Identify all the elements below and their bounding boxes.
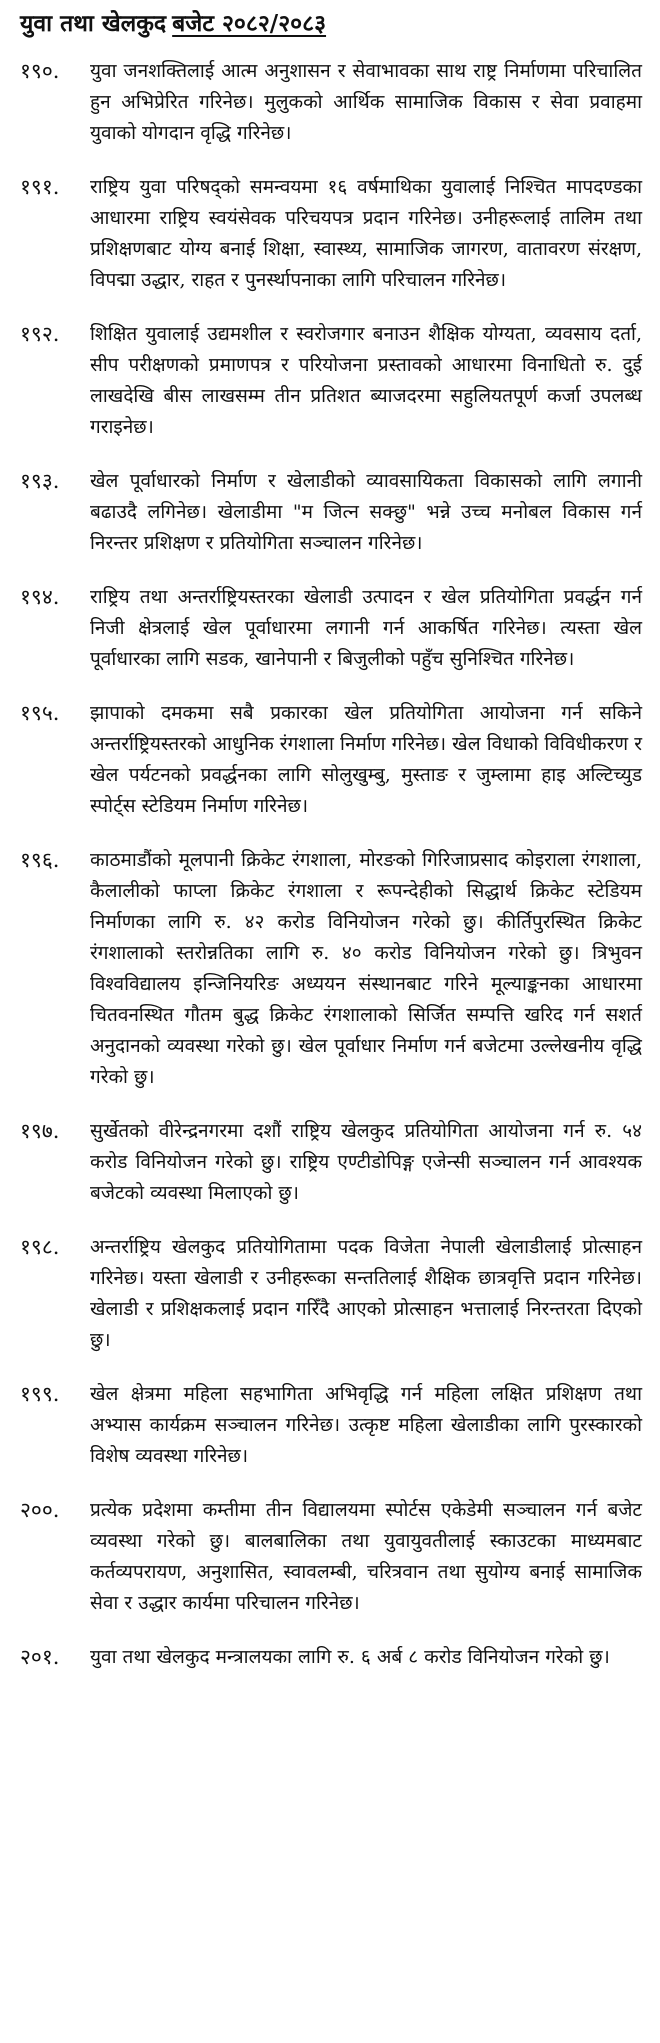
paragraph-item bbox=[20, 1642, 646, 1673]
paragraph-number: १९१. bbox=[20, 175, 60, 199]
paragraph-item bbox=[20, 172, 646, 296]
paragraph-item bbox=[20, 698, 646, 822]
paragraph-text: प्रत्येक प्रदेशमा कम्तीमा तीन विद्यालयमा स्पोर्टस एकेडेमी सञ्चालन गर्न बजेट व्यवस्था गरेको छु। बालबालिका तथा युवायुवतीलाई स्काउटका माध्यमबाट कर्तव्यपरायण, अनुशासित, स्वावलम्बी, चरित्रवान तथा सुयोग्य बनाई सामाजिक सेवा र उद्धार कार्यमा परिचालन गरिनेछ। bbox=[90, 1499, 642, 1614]
paragraph-number: १९९. bbox=[20, 1382, 60, 1406]
paragraph-list bbox=[20, 56, 646, 1673]
section-heading-title: बजेट २०८२/२०८३ bbox=[172, 10, 327, 37]
paragraph-number: १९४. bbox=[20, 585, 60, 609]
paragraph-number: २०१. bbox=[20, 1645, 60, 1669]
paragraph-number: १९७. bbox=[20, 1119, 60, 1143]
paragraph-item bbox=[20, 56, 646, 149]
paragraph-number: १९३. bbox=[20, 469, 60, 493]
paragraph-text: शिक्षित युवालाई उद्यमशील र स्वरोजगार बनाउन शैक्षिक योग्यता, व्यवसाय दर्ता, सीप परीक्षणको प्रमाणपत्र र परियोजना प्रस्तावको आधारमा विनाधितो रु. दुई लाखदेखि बीस लाखसम्म तीन प्रतिशत ब्याजदरमा सहुलियतपूर्ण कर्जा उपलब्ध गराइनेछ। bbox=[90, 323, 642, 438]
paragraph-number: १९८. bbox=[20, 1235, 60, 1259]
paragraph-number: १९०. bbox=[20, 59, 60, 83]
paragraph-text: सुर्खेतको वीरेन्द्रनगरमा दशौं राष्ट्रिय खेलकुद प्रतियोगिता आयोजना गर्न रु. ५४ करोड विनियोजन गरेको छु। राष्ट्रिय एण्टीडोपिङ्ग एजेन्सी सञ्चालन गर्न आवश्यक बजेटको व्यवस्था मिलाएको छु। bbox=[90, 1120, 642, 1204]
paragraph-item bbox=[20, 319, 646, 443]
paragraph-number: २००. bbox=[20, 1498, 60, 1522]
paragraph-item bbox=[20, 1495, 646, 1619]
paragraph-text: युवा तथा खेलकुद मन्त्रालयका लागि रु. ६ अर्ब ८ करोड विनियोजन गरेको छु। bbox=[90, 1646, 610, 1668]
section-heading-prefix: युवा तथा खेलकुद bbox=[20, 10, 167, 37]
paragraph-text: खेल पूर्वाधारको निर्माण र खेलाडीको व्यावसायिकता विकासको लागि लगानी बढाउदै लगिनेछ। खेलाडीमा "म जित्न सक्छु" भन्ने उच्च मनोबल विकास गर्न निरन्तर प्रशिक्षण र प्रतियोगिता सञ्चालन गरिनेछ। bbox=[90, 470, 642, 554]
paragraph-text: राष्ट्रिय तथा अन्तर्राष्ट्रियस्तरका खेलाडी उत्पादन र खेल प्रतियोगिता प्रवर्द्धन गर्न निजी क्षेत्रलाई खेल पूर्वाधारमा लगानी गर्न आकर्षित गरिनेछ। त्यस्ता खेल पूर्वाधारका लागि सडक, खानेपानी र बिजुलीको पहुँच सुनिश्चित गरिनेछ। bbox=[90, 586, 642, 670]
paragraph-item bbox=[20, 582, 646, 675]
paragraph-number: १९६. bbox=[20, 848, 60, 872]
paragraph-item bbox=[20, 1232, 646, 1356]
paragraph-number: १९२. bbox=[20, 322, 60, 346]
section-heading bbox=[20, 8, 646, 40]
paragraph-text: खेल क्षेत्रमा महिला सहभागिता अभिवृद्धि गर्न महिला लक्षित प्रशिक्षण तथा अभ्यास कार्यक्रम सञ्चालन गरिनेछ। उत्कृष्ट महिला खेलाडीका लागि पुरस्कारको विशेष व्यवस्था गरिनेछ। bbox=[90, 1383, 642, 1467]
paragraph-text: काठमाडौंको मूलपानी क्रिकेट रंगशाला, मोरङको गिरिजाप्रसाद कोइराला रंगशाला, कैलालीको फाप्ला क्रिकेट रंगशाला र रूपन्देहीको सिद्धार्थ क्रिकेट स्टेडियम निर्माणका लागि रु. ४२ करोड विनियोजन गरेको छु। कीर्तिपुरस्थित क्रिकेट रंगशालाको स्तरोन्नतिका लागि रु. ४० करोड विनियोजन गरेको छु। त्रिभुवन विश्वविद्यालय इन्जिनियरिङ अध्ययन संस्थानबाट गरिने मूल्याङ्कनका आधारमा चितवनस्थित गौतम बुद्ध क्रिकेट रंगशालाको सिर्जित सम्पत्ति खरिद गर्न सशर्त अनुदानको व्यवस्था गरेको छु। खेल पूर्वाधार निर्माण गर्न बजेटमा उल्लेखनीय वृद्धि गरेको छु। bbox=[90, 849, 642, 1088]
paragraph-item bbox=[20, 1116, 646, 1209]
paragraph-text: राष्ट्रिय युवा परिषद्को समन्वयमा १६ वर्षमाथिका युवालाई निश्चित मापदण्डका आधारमा राष्ट्रिय स्वयंसेवक परिचयपत्र प्रदान गरिनेछ। उनीहरूलाई तालिम तथा प्रशिक्षणबाट योग्य बनाई शिक्षा, स्वास्थ्य, सामाजिक जागरण, वातावरण संरक्षण, विपद्मा उद्धार, राहत र पुनर्स्थापनाका लागि परिचालन गरिनेछ। bbox=[90, 176, 642, 291]
paragraph-text: झापाको दमकमा सबै प्रकारका खेल प्रतियोगिता आयोजना गर्न सकिने अन्तर्राष्ट्रियस्तरको आधुनिक रंगशाला निर्माण गरिनेछ। खेल विधाको विविधीकरण र खेल पर्यटनको प्रवर्द्धनका लागि सोलुखुम्बु, मुस्ताङ र जुम्लामा हाइ अल्टिच्युड स्पोर्ट्स स्टेडियम निर्माण गरिनेछ। bbox=[90, 702, 642, 817]
paragraph-text: अन्तर्राष्ट्रिय खेलकुद प्रतियोगितामा पदक विजेता नेपाली खेलाडीलाई प्रोत्साहन गरिनेछ। यस्ता खेलाडी र उनीहरूका सन्ततिलाई शैक्षिक छात्रवृत्ति प्रदान गरिनेछ। खेलाडी र प्रशिक्षकलाई प्रदान गरिँदै आएको प्रोत्साहन भत्तालाई निरन्तरता दिएको छु। bbox=[90, 1236, 642, 1351]
paragraph-item bbox=[20, 1379, 646, 1472]
paragraph-item bbox=[20, 845, 646, 1093]
paragraph-item bbox=[20, 466, 646, 559]
paragraph-text: युवा जनशक्तिलाई आत्म अनुशासन र सेवाभावका साथ राष्ट्र निर्माणमा परिचालित हुन अभिप्रेरित गरिनेछ। मुलुकको आर्थिक सामाजिक विकास र सेवा प्रवाहमा युवाको योगदान वृद्धि गरिनेछ। bbox=[90, 60, 642, 144]
paragraph-number: १९५. bbox=[20, 701, 60, 725]
